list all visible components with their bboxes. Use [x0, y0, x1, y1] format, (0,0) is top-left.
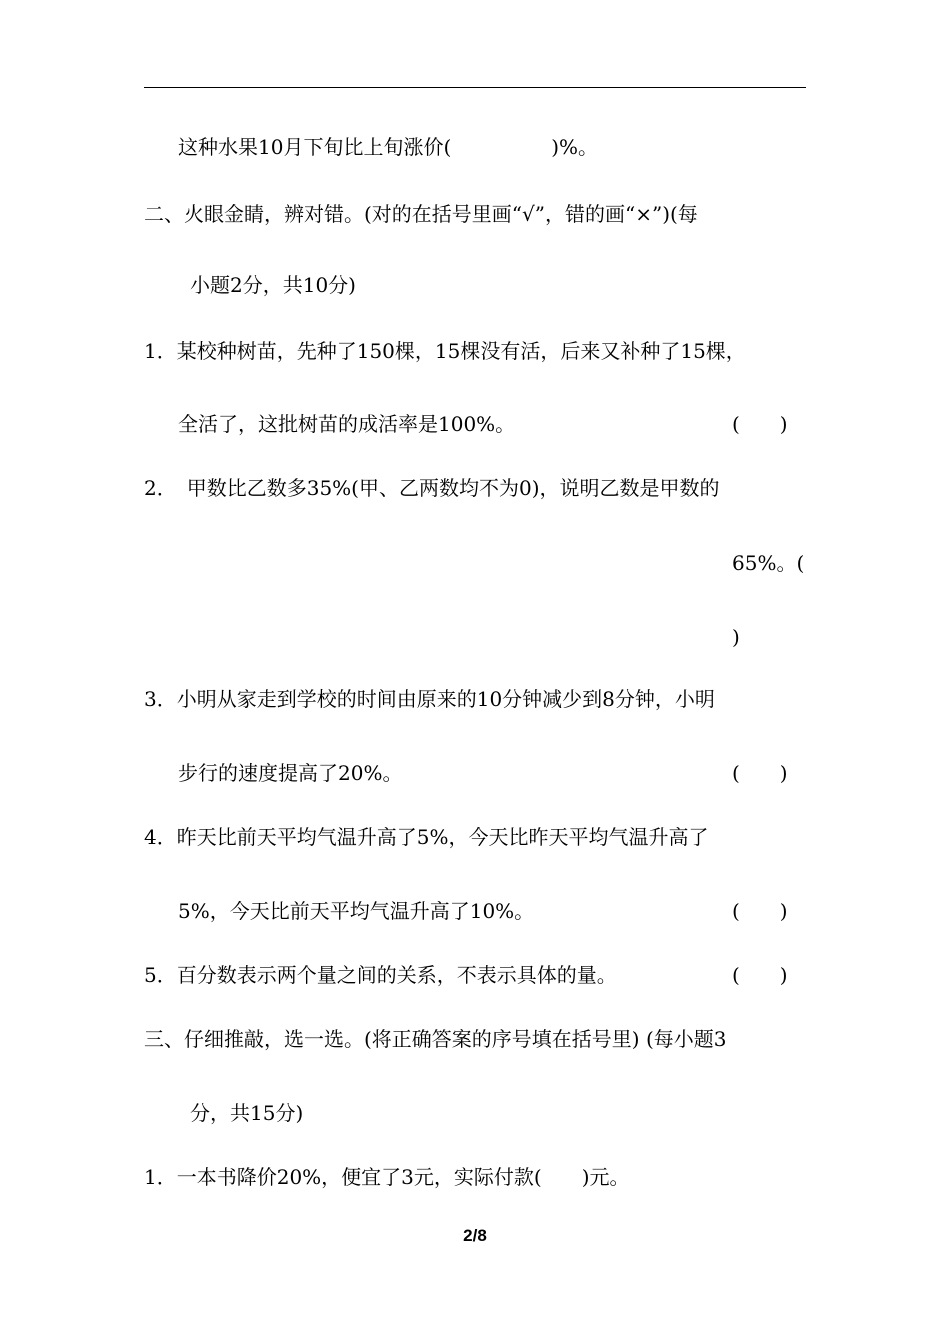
s2-answer-blank-5: ( ): [732, 963, 788, 987]
s2-question-2: 2． 甲数比乙数多35%(甲、乙两数均不为0)，说明乙数是甲数的: [144, 476, 720, 500]
s2-question-4: 4．昨天比前天平均气温升高了5%，今天比昨天平均气温升高了: [144, 825, 709, 849]
section3-heading-cont: 分，共15分): [190, 1101, 304, 1125]
s2-question-1-cont: 全活了，这批树苗的成活率是100%。: [178, 412, 516, 436]
s2-question-4-cont: 5%，今天比前天平均气温升高了10%。: [178, 899, 535, 923]
s2-question-3-cont: 步行的速度提高了20%。: [178, 761, 403, 785]
s2-answer-blank-2-close: ): [732, 625, 740, 649]
s2-question-3: 3．小明从家走到学校的时间由原来的10分钟减少到8分钟，小明: [144, 687, 715, 711]
s2-question-1: 1．某校种树苗，先种了150棵，15棵没有活，后来又补种了15棵，: [144, 339, 746, 363]
section2-heading: 二、火眼金睛，辨对错。(对的在括号里画“√”，错的画“×”)(每: [144, 202, 698, 226]
section3-heading: 三、仔细推敲，选一选。(将正确答案的序号填在括号里) (每小题3: [144, 1027, 727, 1051]
intro-line: 这种水果10月下旬比上旬涨价( )%。: [178, 135, 599, 159]
s2-question-2-cont: 65%。(: [732, 551, 805, 575]
header-rule: [144, 87, 806, 88]
s3-question-1: 1．一本书降价20%，便宜了3元，实际付款( )元。: [144, 1165, 630, 1189]
s2-answer-blank-4: ( ): [732, 899, 788, 923]
s2-answer-blank-3: ( ): [732, 761, 788, 785]
s2-answer-blank-1: ( ): [732, 412, 788, 436]
s2-question-5: 5．百分数表示两个量之间的关系，不表示具体的量。: [144, 963, 617, 987]
section2-heading-cont: 小题2分，共10分): [190, 273, 356, 297]
page-number: 2/8: [463, 1226, 487, 1245]
